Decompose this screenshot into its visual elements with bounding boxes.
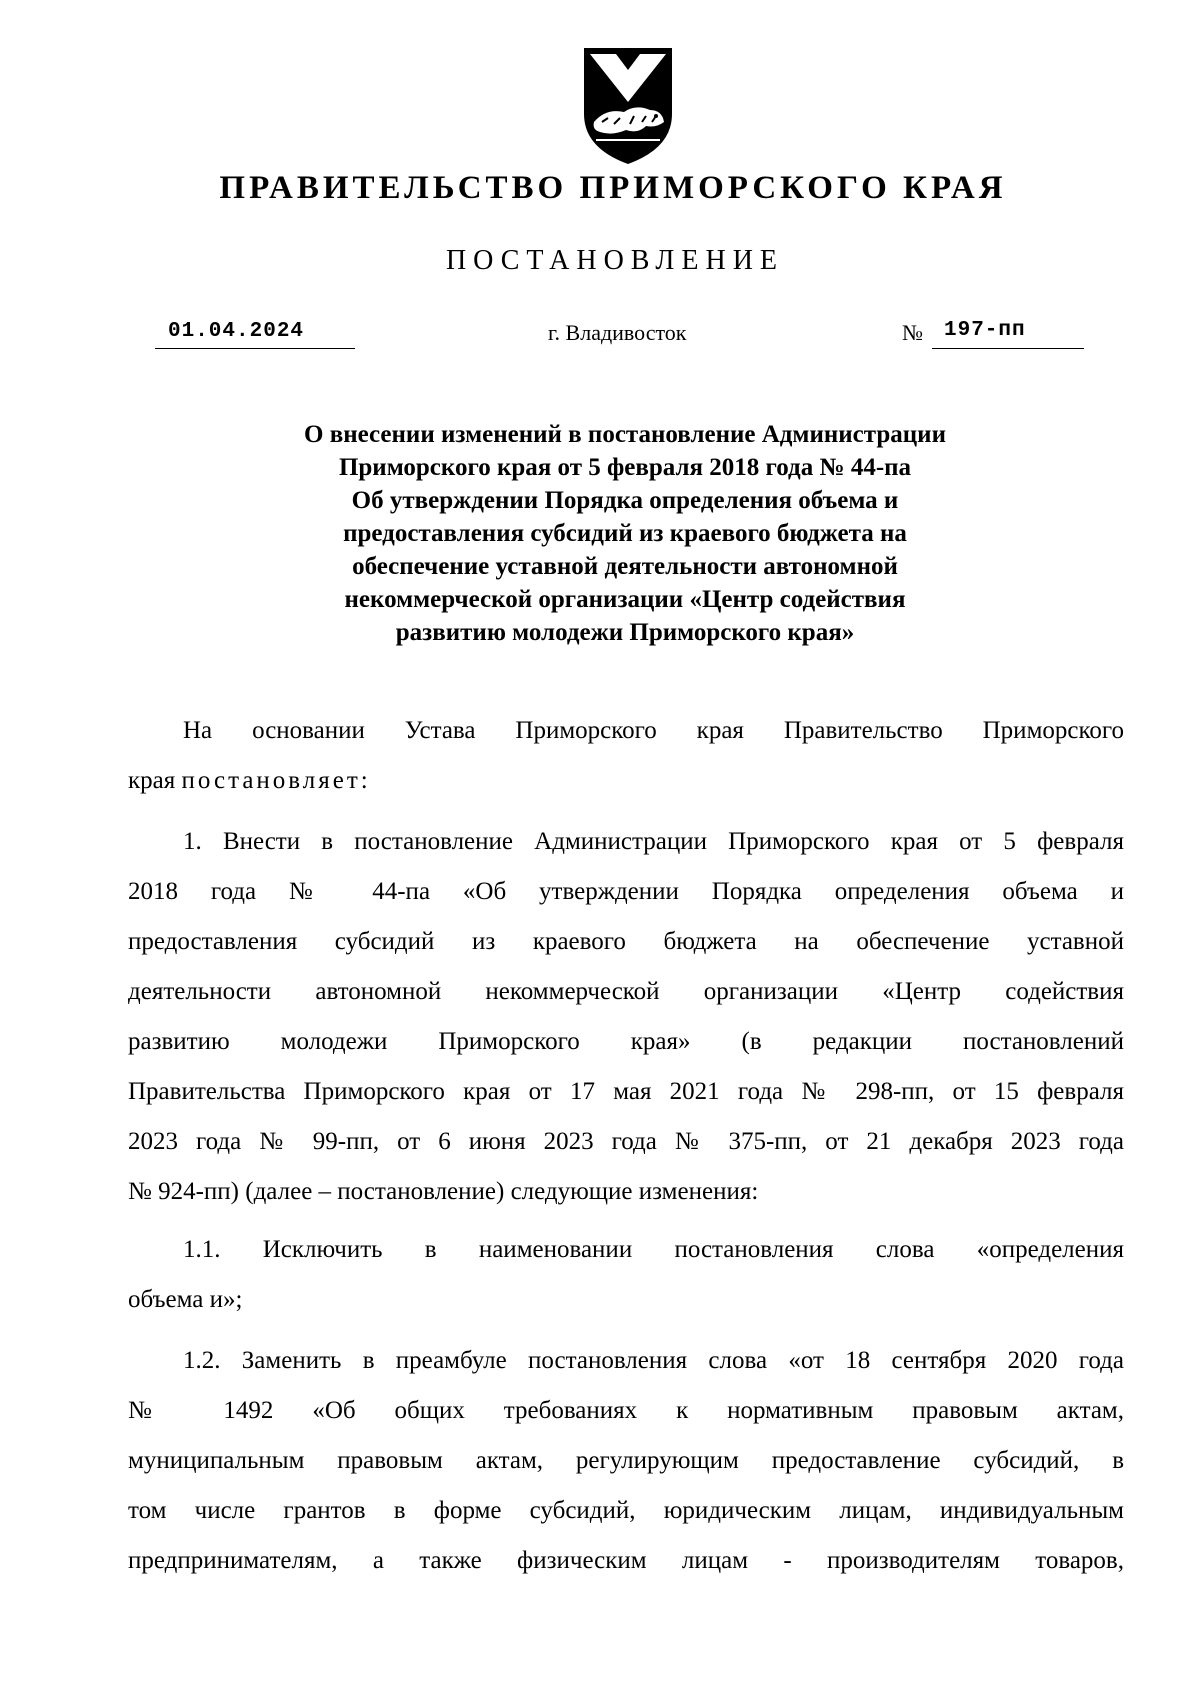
body-line: Правительства Приморского края от 17 мая 2021 года № 298-пп, от 15 февраля (128, 1078, 1124, 1105)
body-line: № 924-пп) (далее – постановление) следующие изменения: (128, 1178, 759, 1205)
body-line: 1. Внести в постановление Администрации Приморского края от 5 февраля (183, 828, 1124, 855)
body-line: 1.2. Заменить в преамбуле постановления слова «от 18 сентября 2020 года (183, 1347, 1124, 1374)
item-1 (128, 817, 1124, 1217)
body-line: № 1492 «Об общих требованиях к нормативным правовым актам, (128, 1397, 1124, 1424)
body-line: предпринимателям, а также физическим лицам - производителям товаров, (128, 1547, 1124, 1574)
heading-line: развитию молодежи Приморского края» (395, 619, 855, 646)
heading-line: обеспечение уставной деятельности автономной (352, 553, 898, 580)
body-line: 1.1. Исключить в наименовании постановления слова «определения (183, 1236, 1124, 1263)
body-line (128, 756, 1124, 806)
body-line: На основании Устава Приморского края Правительство Приморского (183, 717, 1124, 744)
number-label: № (902, 320, 923, 345)
document-city: г. Владивосток (548, 320, 687, 345)
government-title: ПРАВИТЕЛЬСТВО ПРИМОРСКОГО КРАЯ (219, 170, 1007, 206)
body-line: 2018 года № 44-па «Об утверждении Порядка определения объема и (128, 878, 1124, 905)
item-1-2 (128, 1336, 1124, 1586)
heading-line: предоставления субсидий из краевого бюджета на (343, 520, 907, 547)
body-line: муниципальным правовым актам, регулирующим предоставление субсидий, в (128, 1447, 1124, 1474)
body-line: 2023 года № 99-пп, от 6 июня 2023 года № 375-пп, от 21 декабря 2023 года (128, 1128, 1124, 1155)
document-heading (200, 418, 1050, 649)
body-line: развитию молодежи Приморского края» (в редакции постановлений (128, 1028, 1124, 1055)
body-text-span-spaced: постановляет: (181, 767, 371, 794)
body-line: деятельности автономной некоммерческой организации «Центр содействия (128, 978, 1124, 1005)
heading-line: некоммерческой организации «Центр содействия (344, 586, 906, 613)
document-date: 01.04.2024 (168, 320, 305, 343)
heading-line: Об утверждении Порядка определения объема и (351, 487, 899, 514)
item-1-1 (128, 1225, 1124, 1325)
document-type: ПОСТАНОВЛЕНИЕ (445, 245, 785, 276)
preamble (128, 706, 1124, 806)
document-number: 197-пп (944, 319, 1026, 342)
heading-line: Приморского края от 5 февраля 2018 года № 44-па (338, 454, 912, 481)
heading-line: О внесении изменений в постановление Администрации (304, 421, 946, 448)
body-line: предоставления субсидий из краевого бюджета на обеспечение уставной (128, 928, 1124, 955)
body-text-span: края (128, 767, 182, 794)
body-line: объема и»; (128, 1286, 243, 1313)
coat-of-arms-tiger-icon (576, 44, 680, 168)
body-line: том числе грантов в форме субсидий, юридическим лицам, индивидуальным (128, 1497, 1124, 1524)
